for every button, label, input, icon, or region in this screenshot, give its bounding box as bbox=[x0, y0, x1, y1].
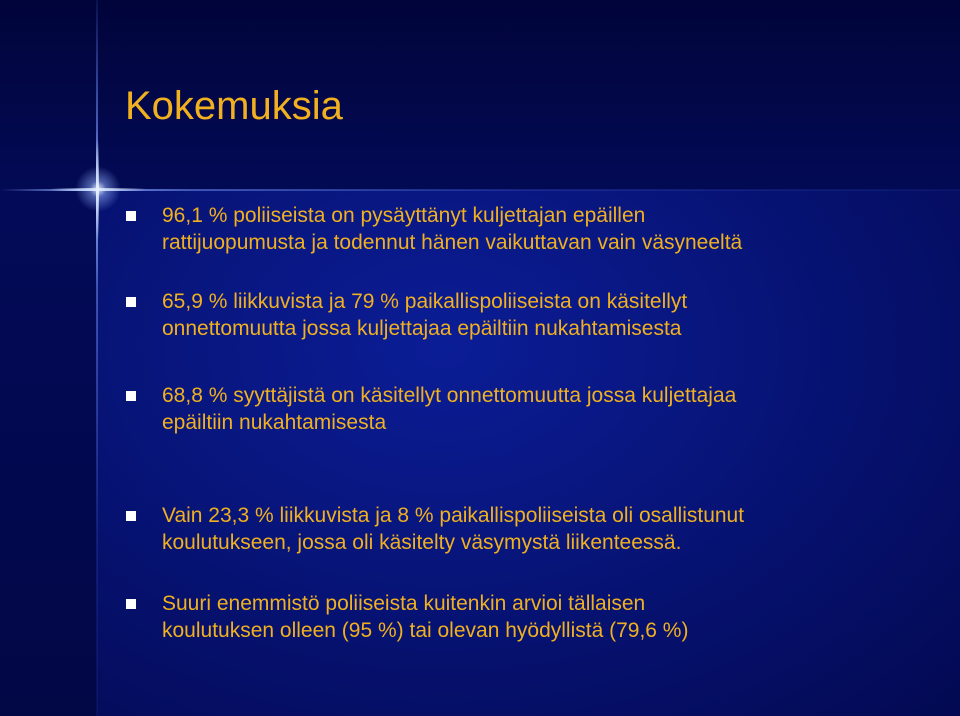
bullet-item bbox=[162, 288, 922, 342]
bullet-line: 68,8 % syyttäjistä on käsitellyt onnettomuutta jossa kuljettajaa bbox=[162, 384, 737, 407]
bullet-line: 96,1 % poliiseista on pysäyttänyt kuljettajan epäillen bbox=[162, 204, 646, 227]
bullet-line: koulutukseen, jossa oli käsitelty väsymystä liikenteessä. bbox=[162, 531, 682, 554]
bullet-item bbox=[162, 382, 922, 436]
bullet-item bbox=[162, 202, 922, 256]
square-bullet-icon bbox=[126, 297, 136, 307]
bullet-line: Vain 23,3 % liikkuvista ja 8 % paikallispoliiseista oli osallistunut bbox=[162, 504, 745, 527]
square-bullet-icon bbox=[126, 511, 136, 521]
square-bullet-icon bbox=[126, 211, 136, 221]
bullet-item bbox=[162, 590, 922, 644]
square-bullet-icon bbox=[126, 391, 136, 401]
bullet-line: epäiltiin nukahtamisesta bbox=[162, 411, 387, 434]
square-bullet-icon bbox=[126, 599, 136, 609]
slide-title: Kokemuksia bbox=[125, 84, 343, 128]
bullet-line: Suuri enemmistö poliiseista kuitenkin arvioi tällaisen bbox=[162, 592, 646, 615]
bullet-item bbox=[162, 502, 922, 556]
bullet-line: rattijuopumusta ja todennut hänen vaikuttavan vain väsyneeltä bbox=[162, 231, 743, 254]
bullet-line: koulutuksen olleen (95 %) tai olevan hyödyllistä (79,6 %) bbox=[162, 619, 689, 642]
bullet-line: onnettomuutta jossa kuljettajaa epäiltiin nukahtamisesta bbox=[162, 317, 682, 340]
bullet-line: 65,9 % liikkuvista ja 79 % paikallispoliiseista on käsitellyt bbox=[162, 290, 688, 313]
